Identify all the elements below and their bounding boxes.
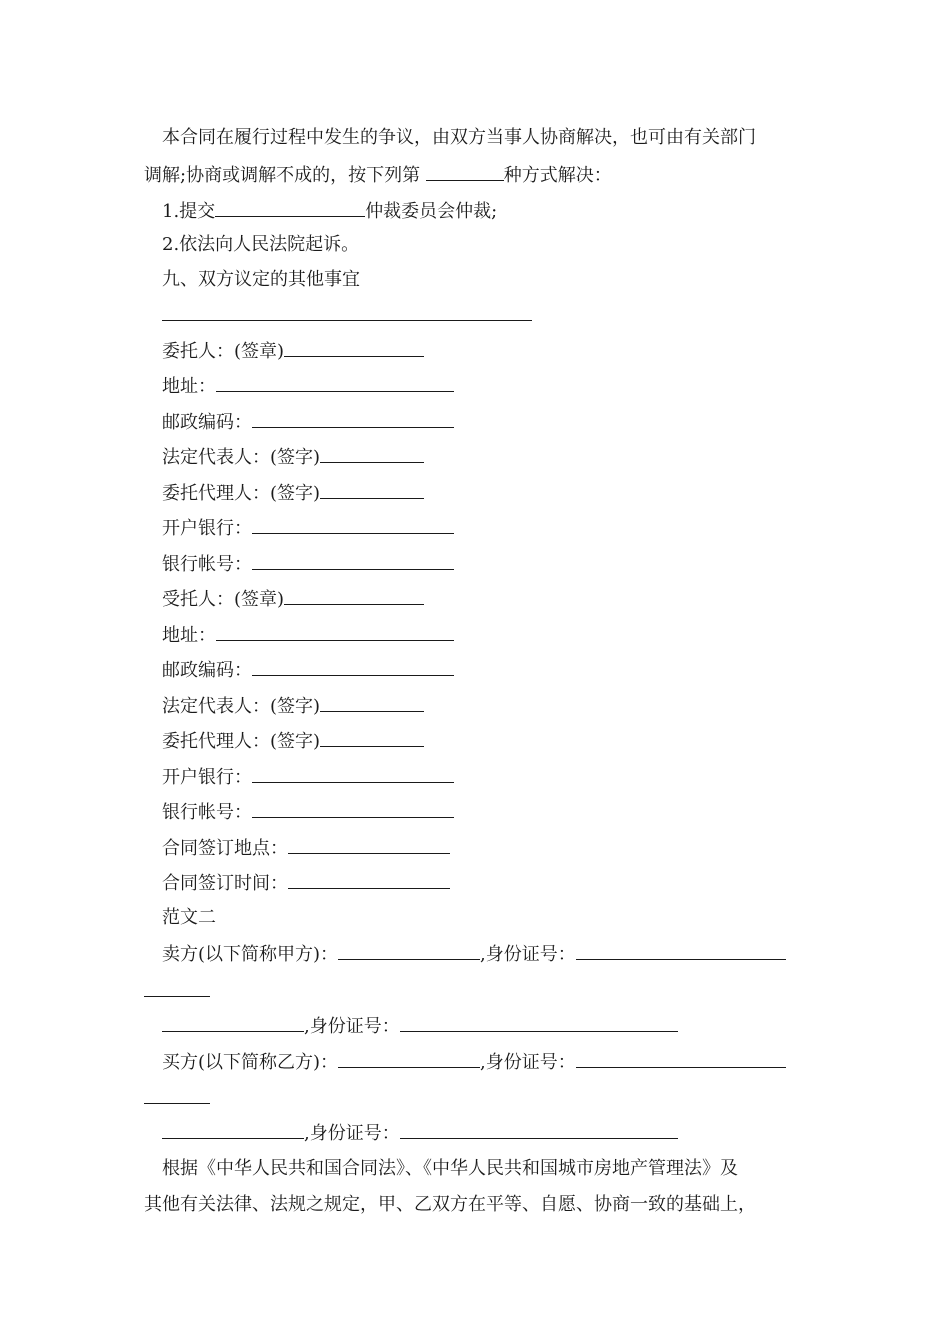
- field-sign-time: [162, 870, 450, 896]
- text: 其他有关法律、法规之规定，甲、乙双方在平等、自愿、协商一致的基础上，: [144, 1194, 756, 1215]
- label: 银行帐号：: [162, 802, 252, 823]
- blank-field[interactable]: [320, 693, 424, 712]
- heading-sample-2: [162, 906, 216, 930]
- paragraph-basis-line1: [162, 1157, 738, 1181]
- blank-field[interactable]: [252, 764, 454, 783]
- blank-field[interactable]: [320, 480, 424, 499]
- label: ,身份证号：: [480, 1052, 576, 1073]
- field-client-principal: [162, 338, 424, 364]
- blank-field[interactable]: [320, 444, 424, 463]
- label: 委托代理人：(签字): [162, 483, 321, 504]
- buyer-wrap-blank: [144, 1085, 210, 1111]
- field-trustee-bank: [162, 764, 454, 790]
- field-sign-place: [162, 835, 450, 861]
- item-arbitration: [162, 198, 497, 224]
- field-client-postcode: [162, 409, 454, 435]
- label: 法定代表人：(签字): [162, 696, 321, 717]
- field-buyer: [162, 1049, 786, 1075]
- blank-field[interactable]: [216, 373, 454, 392]
- blank-field[interactable]: [216, 622, 454, 641]
- seller-wrap-blank: [144, 978, 210, 1004]
- paragraph-dispute-line2: [144, 162, 612, 188]
- blank-field[interactable]: [284, 338, 424, 357]
- blank-field[interactable]: [252, 799, 454, 818]
- blank-field[interactable]: [252, 551, 454, 570]
- blank-field[interactable]: [162, 302, 532, 321]
- blank-field[interactable]: [576, 1049, 786, 1068]
- text: 种方式解决：: [503, 165, 612, 186]
- blank-field[interactable]: [320, 728, 424, 747]
- text: 本合同在履行过程中发生的争议，由双方当事人协商解决，也可由有关部门: [162, 127, 756, 148]
- blank-field[interactable]: [338, 941, 480, 960]
- blank-field[interactable]: [400, 1120, 678, 1139]
- text: 根据《中华人民共和国合同法》、《中华人民共和国城市房地产管理法》及: [162, 1158, 738, 1179]
- label: ,身份证号：: [304, 1123, 400, 1144]
- label: 法定代表人：(签字): [162, 447, 321, 468]
- blank-field[interactable]: [284, 586, 424, 605]
- blank-field[interactable]: [576, 941, 786, 960]
- text: 仲裁委员会仲裁;: [365, 201, 498, 222]
- field-trustee-principal: [162, 586, 424, 612]
- label: 地址：: [162, 625, 216, 646]
- label: 银行帐号：: [162, 554, 252, 575]
- label: 邮政编码：: [162, 660, 252, 681]
- blank-field[interactable]: [252, 515, 454, 534]
- label: 卖方(以下简称甲方)：: [162, 944, 339, 965]
- field-trustee-account: [162, 799, 454, 825]
- blank-field[interactable]: [252, 657, 454, 676]
- field-trustee-address: [162, 622, 454, 648]
- blank-field[interactable]: [215, 198, 365, 217]
- blank-field[interactable]: [162, 1120, 304, 1139]
- field-buyer-2: [162, 1120, 678, 1146]
- field-trustee-agent: [162, 728, 424, 754]
- blank-field[interactable]: [252, 409, 454, 428]
- blank-field[interactable]: [144, 978, 210, 997]
- field-trustee-postcode: [162, 657, 454, 683]
- label: 受托人：(签章): [162, 589, 285, 610]
- text: 2.依法向人民法院起诉。: [162, 234, 360, 255]
- paragraph-basis-line2: [144, 1193, 756, 1217]
- label: 买方(以下简称乙方)：: [162, 1052, 339, 1073]
- field-client-account: [162, 551, 454, 577]
- blank-field[interactable]: [144, 1085, 210, 1104]
- label: 开户银行：: [162, 767, 252, 788]
- label: 委托人：(签章): [162, 341, 285, 362]
- label: 邮政编码：: [162, 412, 252, 433]
- blank-line-other-matters: [162, 302, 532, 328]
- label: 地址：: [162, 376, 216, 397]
- field-trustee-legal-rep: [162, 693, 424, 719]
- field-client-address: [162, 373, 454, 399]
- field-client-legal-rep: [162, 444, 424, 470]
- blank-field[interactable]: [288, 870, 450, 889]
- field-seller-2: [162, 1013, 678, 1039]
- label: ,身份证号：: [480, 944, 576, 965]
- text: 范文二: [162, 907, 216, 928]
- text: 调解;协商或调解不成的，按下列第: [144, 165, 426, 186]
- label: 合同签订时间：: [162, 873, 288, 894]
- field-seller: [162, 941, 786, 967]
- label: ,身份证号：: [304, 1016, 400, 1037]
- label: 委托代理人：(签字): [162, 731, 321, 752]
- label: 合同签订地点：: [162, 838, 288, 859]
- blank-field[interactable]: [400, 1013, 678, 1032]
- paragraph-dispute-line1: [162, 126, 756, 150]
- blank-field[interactable]: [426, 162, 504, 181]
- field-client-bank: [162, 515, 454, 541]
- text: 九、双方议定的其他事宜: [162, 269, 360, 290]
- blank-field[interactable]: [338, 1049, 480, 1068]
- item-lawsuit: [162, 233, 359, 257]
- section-heading-9: [162, 268, 360, 292]
- text: 1.提交: [162, 201, 216, 222]
- label: 开户银行：: [162, 518, 252, 539]
- field-client-agent: [162, 480, 424, 506]
- blank-field[interactable]: [162, 1013, 304, 1032]
- blank-field[interactable]: [288, 835, 450, 854]
